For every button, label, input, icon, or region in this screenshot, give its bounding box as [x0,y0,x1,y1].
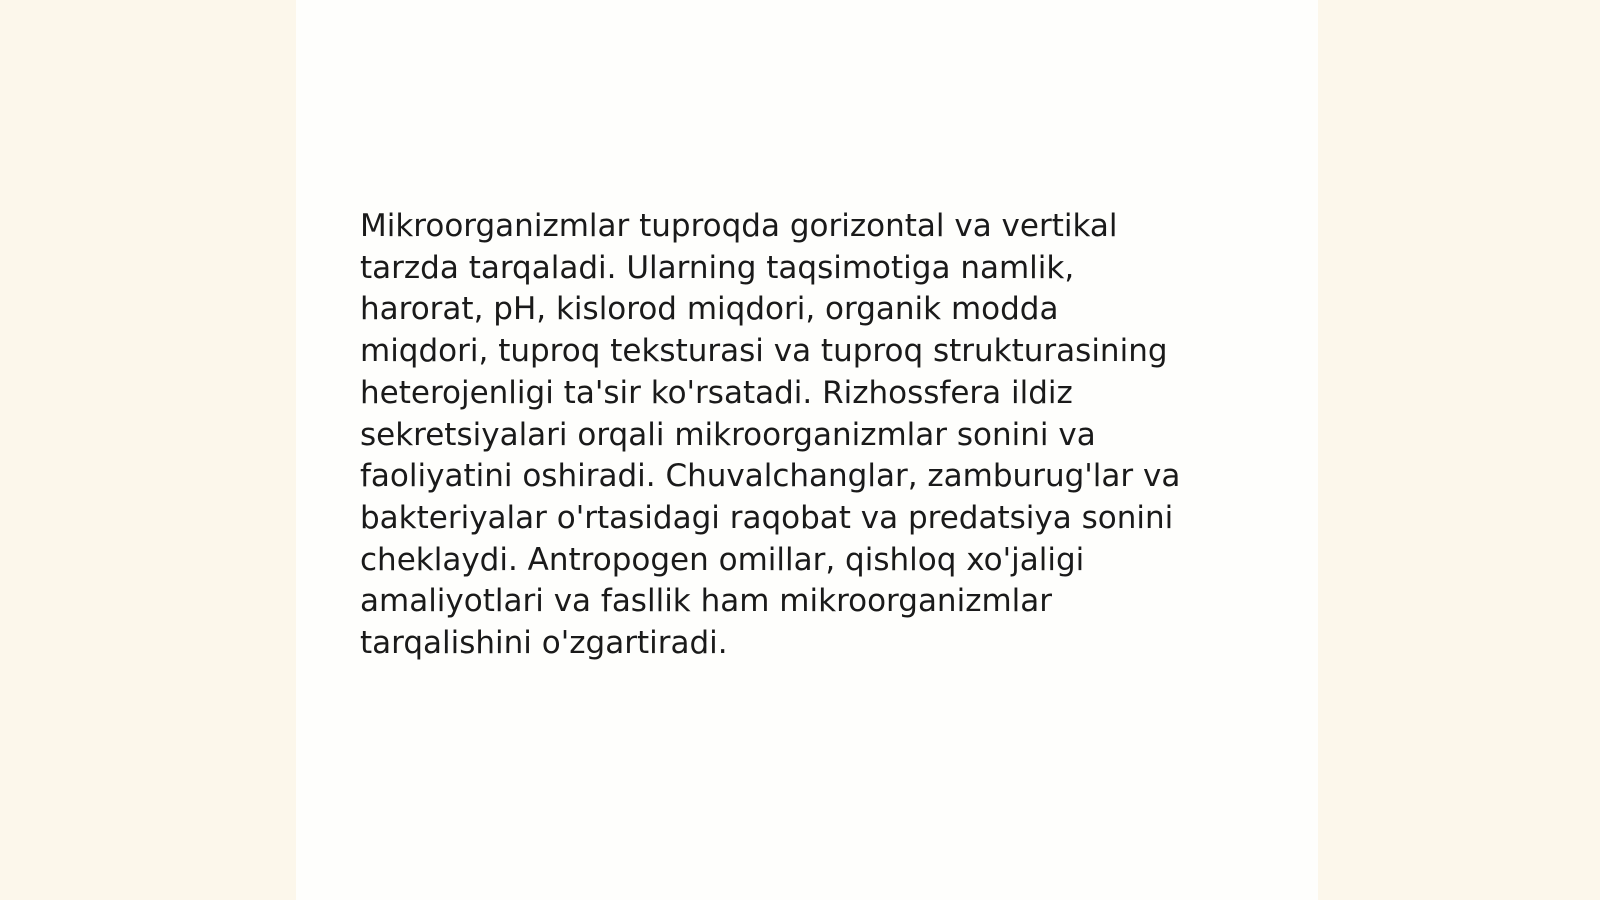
paragraph-line: cheklaydi. Antropogen omillar, qishloq xo'jaligi [360,541,1085,578]
slide-page [296,0,1318,900]
paragraph-line: miqdori, tuproq teksturasi va tuproq strukturasining [360,333,1168,370]
paragraph-line: bakteriyalar o'rtasidagi raqobat va predatsiya sonini [360,499,1174,536]
paragraph-line: tarzda tarqaladi. Ularning taqsimotiga namlik, [360,249,1075,286]
paragraph-line: amaliyotlari va fasllik ham mikroorganizmlar [360,583,1053,620]
paragraph-line: sekretsiyalari orqali mikroorganizmlar sonini va [360,416,1096,453]
paragraph-line: faoliyatini oshiradi. Chuvalchanglar, zamburug'lar va [360,458,1181,495]
paragraph-line: harorat, pH, kislorod miqdori, organik modda [360,291,1059,328]
paragraph-line: tarqalishini o'zgartiradi. [360,625,728,662]
paragraph-line: heterojenligi ta'sir ko'rsatadi. Rizhossfera ildiz [360,374,1073,411]
paragraph-line: Mikroorganizmlar tuproqda gorizontal va vertikal [360,208,1118,244]
body-paragraph [360,206,1240,665]
